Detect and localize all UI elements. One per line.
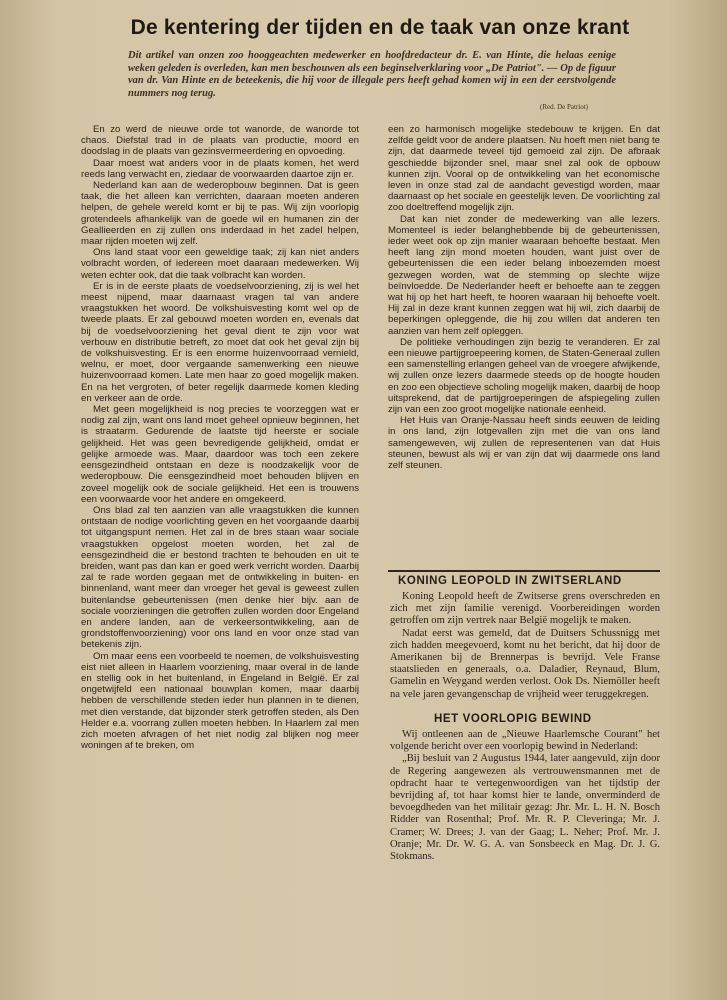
body-paragraph: En zo werd de nieuwe orde tot wanorde, de wanorde tot chaos. Diefstal trad in de plaats van productie, moord en doodslag in de plaats van gezinsvermeerdering en opvoeding. [81,124,359,158]
section-title-leopold: KONING LEOPOLD IN ZWITSERLAND [398,575,622,587]
section-divider [388,570,660,572]
body-paragraph: Het Huis van Oranje-Nassau heeft sinds eeuwen de leiding in ons land, zijn lotgevallen zijn met die van ons land samengeweven, wij zullen de representenen van dat Huis steunen, bewust als wij er van zijn dat wij daarmede ons land zelf steunen. [388,415,660,472]
body-paragraph: Koning Leopold heeft de Zwitserse grens overschreden en zich met zijn familie verenigd. Voorbereidingen worden getroffen om zijn vertrek naar België mogelijk te maken. [390,591,660,627]
section-body-leopold [390,591,660,701]
article-column-right [388,124,660,471]
body-paragraph: „Bij besluit van 2 Augustus 1944, later aangevuld, zijn door de Regering aangewezen als vertrouwensmannen met de opdracht haar te vertegenwoordigen van het tijdstip der bevrijding af, tot haar komst hier te lande, onverminderd de bevoegdheden van het militair gezag: Jhr. Mr. L. H. N. Bosch Ridder van Rosenthal; Prof. Mr. R. P. Cleveringa; Mr. J. Cramer; W. Drees; J. van der Gaag; L. Neher; Prof. Mr. J. Oranje; Mr. Dr. W. G. A. van Sonsbeeck en Mag. Dr. J. G. Stokmans. [390,753,660,863]
headline: De kentering der tijden en de taak van onze krant [130,16,630,39]
intro-source: (Red. De Patriot) [540,103,589,111]
body-paragraph: Er is in de eerste plaats de voedselvoorziening, zij is wel het meest nijpend, maar daarnaast vragen tal van andere vraagstukken het woord. De volkshuisvesting komt wel op de tweede plaats. Er zal gebouwd moeten worden en, evenals dat bij de voedselvoorziening het geval dient te zijn voor wat verbouw en distributie betreft, zo moet dat ook het geval zijn bij de volkshuisvesting. Er is een enorme huizenvoorraad vernield, welnu, er moet, door vergaande samenwerking een nieuwe huizenvoorraad komen. Late men haar zo goed mogelijk maken. En na het vergroten, of beter regelijk daarmede komen kleding en verkeer aan de orde. [81,280,359,404]
body-paragraph: Wij ontleenen aan de „Nieuwe Haarlemsche Courant" het volgende bericht over een voorlopig bewind in Nederland: [390,729,660,753]
section-title-bewind: HET VOORLOPIG BEWIND [434,713,592,725]
body-paragraph: een zo harmonisch mogelijke stedebouw te krijgen. En dat zelfde geldt voor de andere plaatsen. Nu hoeft men niet bang te zijn, dat daarmede teveel tijd gemoeid zal zijn. De afbraak geschiedde bijzonder snel, maar snel zal ook de opbouw kunnen zijn. Vooral op de ontwikkeling van het economische leven in onze stad zal de aandacht gevestigd worden, maar daarnaast op het sociale en geestelijk leven. De voorlichting zal zoo doeltreffend mogelijk zijn. [388,124,660,214]
body-paragraph: Ons land staat voor een geweldige taak; zij kan niet anders volbracht worden, of iedereen moet daaraan medewerken. Wij weten echter ook, dat die taak volbracht kan worden. [81,247,359,281]
intro-paragraph: Dit artikel van onzen zoo hooggeachten medewerker en hoofdredacteur dr. E. van Hinte, die helaas eenige weken geleden is overleden, kan men beschouwen als een beginselverklaring voor „De Patriot". — Op de figuur van dr. Van Hinte en de beteekenis, die hij voor de illegale pers heeft gehad komen wij in een der eerstvolgende nummers nog terug. [128,50,616,99]
body-paragraph: Daar moest wat anders voor in de plaats komen, het werd reeds lang verwacht en, ziedaar de voorwaarden daartoe zijn er. [81,157,359,180]
body-paragraph: Ons blad zal ten aanzien van alle vraagstukken die kunnen ontstaan de nodige voorlichting geven en het voorgaande daarbij tot uitgangspunt nemen. Het zal in de bres staan waar sociale vraagstukken opgelost moeten worden, het zal de eensgezindheid die er bestond trachten te behouden en uit te breiden, want pas dan kan er goed werk verricht worden. Daarbij zal te rade worden gegaan met de ontwikkeling in buiten- en binnenland, want meer dan vroeger het geval is geweest zullen buitenlandse gebeurtenissen (men denke hier bijv. aan de sociale voorzieningen die getroffen zullen worden door Engeland en andere landen, aan de verkeersontwikkeling, aan de grondstoffenvoorziening) voor ons land en voor onze stad van betekenis zijn. [81,504,359,651]
article-column-left [81,124,359,751]
section-body-bewind [390,729,660,863]
body-paragraph: Nederland kan aan de wederopbouw beginnen. Dat is geen taak, die het alleen kan verrichten, daaraan moeten anderen helpen, de gehele wereld komt er bij te pas. Wij zijn voorlopig grotendeels afhankelijk van de goede wil en humanen zin der Geallieerden en zij zullen ons inderdaad in het zadel helpen, maar rijden moeten wij zelf. [81,180,359,248]
body-paragraph: Om maar eens een voorbeeld te noemen, de volkshuisvesting eist niet alleen in Haarlem voorziening, maar overal in de lande en stellig ook in het buitenland, in Engeland in België. Er zal ongetwijfeld een nationaal bouwplan komen, maar daarbij hebben de verschillende steden ieder hun plannen in te dienen, met dien verstande, dat bijzonder sterk getroffen steden, als Den Helder e.a. voorrang zullen moeten hebben. In Haarlem zal men zich moeten afvragen of het niet nodig zal blijken nog meer woningen af te breken, om [81,650,359,752]
body-paragraph: Dat kan niet zonder de medewerking van alle lezers. Momenteel is ieder belanghebbende bij de gebeurtenissen, ieder weet ook op zijn manier waaraan behoefte bestaat. Men heeft lang zijn mond moeten houden, want juist over de gebeurtenissen die een ieder belang inboezemden moest gezwegen worden, wat de stemming op slechte wijze beïnvloedde. De Nederlander heeft er behoefte aan te zeggen wat hij op het hart heeft, te hooren waaraan hij behoefte voelt. Hij zal in deze krant kunnen zeggen wat hij wil, zich daarbij de beperkingen opleggende, die hij zou willen dat anderen ten aanzien van hem zelf opleggen. [388,213,660,337]
body-paragraph: Met geen mogelijkheid is nog precies te voorzeggen wat er nodig zal zijn, want ons land moet geheel opnieuw beginnen, het is straatarm. Gedurende de laatste tijd heerste er sociale gelijkheid. Het was geen bevredigende gelijkheid, omdat er gelijke armoede was. Maar, daardoor was toch een zekere eensgezindheid ontstaan en deze is noodzakelijk voor de wederopbouw. Die eensgezindheid moet behouden blijven en zoveel mogelijk ook de sociale gelijkheid. Het een is trouwens een voorwaarde voor het andere en omgekeerd. [81,404,359,505]
body-paragraph: Nadat eerst was gemeld, dat de Duitsers Schussnigg met zich hadden meegevoerd, komt nu het bericht, dat hij door de Amerikanen bij de Brennerpas is bevrijd. Vele Franse staatslieden en generaals, o.a. Daladier, Reynaud, Blum, Gamelin en Weygand werden verlost. Ook Ds. Niemöller heeft na vele jaren gevangenschap de vrijheid weer teruggekregen. [390,627,660,700]
body-paragraph: De politieke verhoudingen zijn bezig te veranderen. Er zal een nieuwe partijgroepeering komen, de Staten-Generaal zullen een samenstelling erlangen geheel van de vroegere afwijkende, wij zullen onze lezers daarmede steeds op de hoogte houden en zoo een objectieve scholing mogelijk maken, daarbij de hoop uitsprekend, dat de partijgroeperingen de afspiegeling zullen zijn van een zoo groot mogelijke nationale eenheid. [388,336,660,416]
